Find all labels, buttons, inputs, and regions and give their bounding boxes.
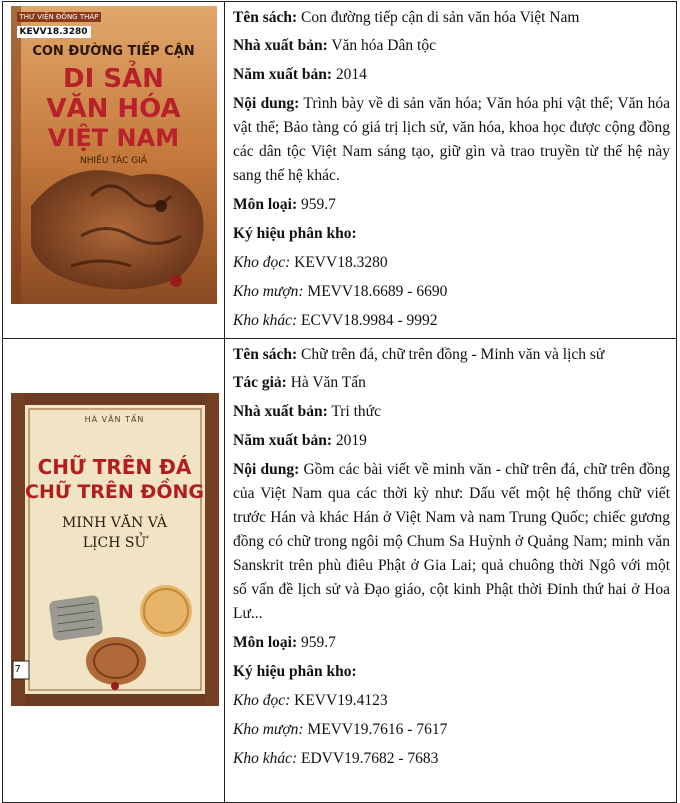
library-stamp: THƯ VIỆN ĐỒNG THÁP — [17, 12, 102, 22]
cover-title-line2: VĂN HÓA — [46, 93, 181, 124]
reading-stock-line — [233, 689, 670, 713]
cover-subtitle-line1: MINH VĂN VÀ — [62, 514, 167, 531]
call-number-label: KEVV18.3280 — [17, 26, 91, 38]
content-value: Trình bày về di sản văn hóa; Văn hóa phi vật thể; Văn hóa vật thể; Bảo tàng có giá trị lịch sử, văn hóa, khoa học được cộng đồng các dân tộc Việt Nam sáng tạo, giữ gìn và trao truyền từ thế hệ này sang thế hệ khác. — [233, 95, 670, 184]
publisher-value: Tri thức — [331, 403, 381, 420]
lending-stock-line — [233, 718, 670, 742]
cover-title-line1: CHỮ TRÊN ĐÁ — [37, 454, 192, 479]
info-cell — [225, 2, 677, 339]
subject-value: 959.7 — [301, 196, 336, 213]
book-row — [3, 2, 677, 339]
shelf-heading — [233, 222, 670, 246]
publisher-label: Nhà xuất bản: — [233, 403, 328, 420]
cover-author: HÀ VĂN TẤN — [84, 414, 145, 424]
cover-title-top: CON ĐƯỜNG TIẾP CẬN — [32, 43, 195, 59]
title-line — [233, 6, 670, 30]
lending-stock-line — [233, 280, 670, 304]
publisher-line — [233, 34, 670, 58]
title-label: Tên sách: — [233, 346, 298, 363]
lending-stock-label: Kho mượn: — [233, 283, 304, 300]
content-line — [233, 92, 670, 188]
book-catalog-table — [2, 1, 677, 803]
title-label: Tên sách: — [233, 9, 298, 26]
cover-title-line2: CHỮ TRÊN ĐỒNG — [25, 480, 204, 503]
reading-stock-label: Kho đọc: — [233, 692, 291, 709]
cover-title-line1: DI SẢN — [63, 63, 164, 94]
author-label: Tác giả: — [233, 374, 287, 391]
subject-label: Môn loại: — [233, 196, 298, 213]
shelf-label: Ký hiệu phân kho: — [233, 225, 357, 242]
author-line — [233, 371, 670, 395]
book-cover-image — [11, 6, 217, 304]
other-stock-value: EDVV19.7682 - 7683 — [301, 750, 439, 767]
book-cover-image — [11, 393, 219, 706]
other-stock-label: Kho khác: — [233, 312, 298, 329]
reading-stock-line — [233, 251, 670, 275]
cover-subtitle-line2: LỊCH SỬ — [82, 534, 147, 551]
lending-stock-value: MEVV19.7616 - 7617 — [307, 721, 448, 738]
year-value: 2014 — [335, 66, 367, 83]
reading-stock-value: KEVV18.3280 — [294, 254, 388, 271]
shelf-label: Ký hiệu phân kho: — [233, 663, 357, 680]
publisher-value: Văn hóa Dân tộc — [331, 37, 436, 54]
title-value: Con đường tiếp cận di sản văn hóa Việt Nam — [301, 9, 580, 26]
other-stock-line — [233, 747, 670, 771]
content-label: Nội dung: — [233, 461, 300, 478]
shelf-heading — [233, 660, 670, 684]
cover-cell — [3, 339, 225, 803]
info-cell — [225, 339, 677, 803]
lending-stock-label: Kho mượn: — [233, 721, 304, 738]
book-row — [3, 339, 677, 803]
content-line — [233, 458, 670, 626]
subject-value: 959.7 — [301, 634, 336, 651]
sticker-label: 7 — [14, 663, 21, 675]
other-stock-label: Kho khác: — [233, 750, 298, 767]
year-value: 2019 — [335, 432, 367, 449]
reading-stock-label: Kho đọc: — [233, 254, 291, 271]
author-value: Hà Văn Tấn — [290, 374, 366, 391]
cover-cell — [3, 2, 225, 339]
subject-line — [233, 631, 670, 655]
year-label: Năm xuất bản: — [233, 66, 333, 83]
title-value: Chữ trên đá, chữ trên đồng - Minh văn và lịch sử — [301, 346, 605, 363]
publisher-label: Nhà xuất bản: — [233, 37, 328, 54]
year-label: Năm xuất bản: — [233, 432, 333, 449]
year-line — [233, 63, 670, 87]
content-label: Nội dung: — [233, 95, 300, 112]
title-line — [233, 343, 670, 367]
cover-author: NHIỀU TÁC GIẢ — [79, 155, 148, 166]
other-stock-line — [233, 309, 670, 333]
year-line — [233, 429, 670, 453]
publisher-line — [233, 400, 670, 424]
subject-line — [233, 193, 670, 217]
other-stock-value: ECVV18.9984 - 9992 — [301, 312, 438, 329]
cover-title-line3: VIỆT NAM — [47, 123, 180, 152]
subject-label: Môn loại: — [233, 634, 298, 651]
lending-stock-value: MEVV18.6689 - 6690 — [307, 283, 448, 300]
content-value: Gồm các bài viết về minh văn - chữ trên đá, chữ trên đồng của Việt Nam qua các thời kỳ như: Dấu vết một hệ thống chữ viết trước Hán và khác Hán ở Việt Nam và nam Trung Quốc; chiếc gương đồng có chữ trong ngôi mộ Chum Sa Huỳnh ở Quảng Nam; minh văn Sanskrit trên phù điêu Phật ở Gia Lai; quả chuông thời Ngô với một số vấn đề lịch sử và Đạo giáo, cột kinh Phật thời Đinh thứ hai ở Hoa Lư... — [233, 461, 670, 622]
reading-stock-value: KEVV19.4123 — [294, 692, 388, 709]
